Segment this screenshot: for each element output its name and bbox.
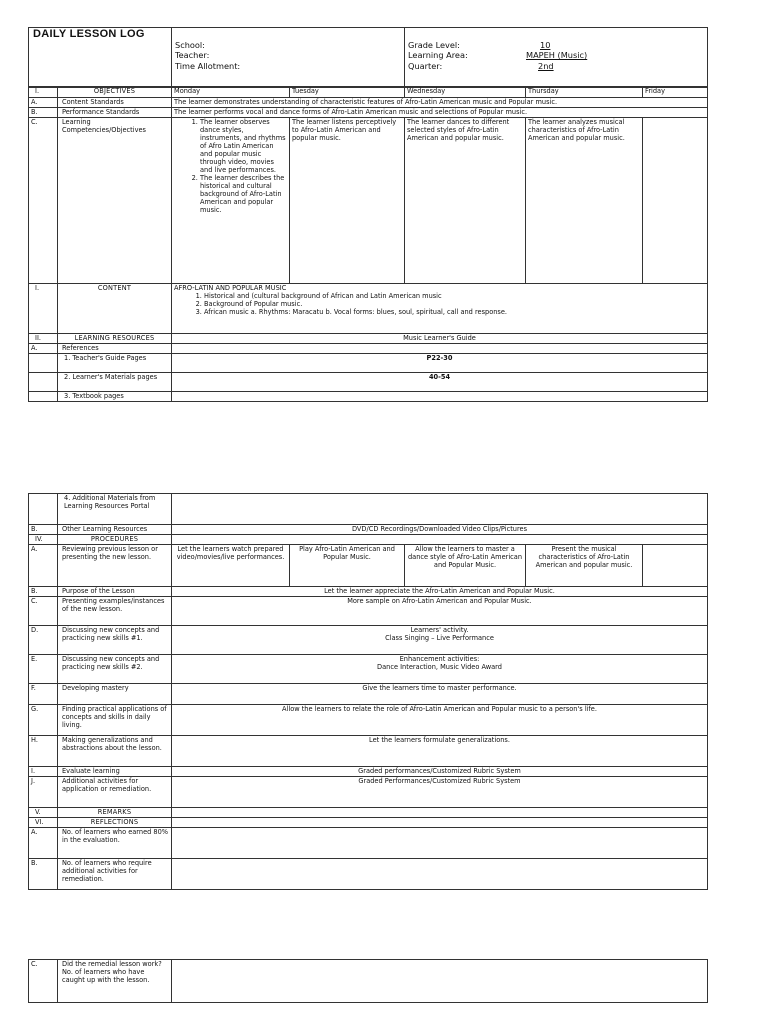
reflection-a-label: No. of learners who earned 80% in the evaluation. [58,828,172,859]
content-standards-value: The learner demonstrates understanding of characteristic features of Afro-Latin American music and Popular music. [172,98,708,108]
reflection-c-label: Did the remedial lesson work? No. of learners who have caught up with the lesson. [58,960,172,1003]
reflections-heading: REFLECTIONS [58,818,172,828]
day-wednesday: Wednesday [405,87,526,98]
procedures-num: IV. [29,535,58,545]
day-monday: Monday [172,87,290,98]
day-friday: Friday [643,87,708,98]
blank-cell [29,373,58,392]
textbook-label: 3. Textbook pages [58,392,172,402]
procedure-d-line2: Class Singing – Live Performance [385,634,494,643]
procedure-h-num: H. [29,736,58,767]
procedure-b-value: Let the learner appreciate the Afro-Latin American and Popular Music. [172,587,708,597]
procedure-j-label: Additional activities for application or remediation. [58,777,172,808]
procedure-b-num: B. [29,587,58,597]
procedure-d-line1: Learners' activity. [410,626,469,634]
content-standards-label: Content Standards [58,98,172,108]
quarter-label: Quarter: [408,60,443,71]
remarks-value [172,808,708,818]
other-resources-label: Other Learning Resources [58,525,172,535]
procedure-i-value: Graded performances/Customized Rubric System [172,767,708,777]
teachers-guide-label: 1. Teacher's Guide Pages [58,354,172,373]
content-standards-num: A. [29,98,58,108]
procedure-g-value: Allow the learners to relate the role of Afro-Latin American and Popular music to a person's life. [172,705,708,736]
resources-value: Music Learner's Guide [172,334,708,344]
procedure-a-wednesday: Allow the learners to master a dance style of Afro-Latin American and Popular Music. [405,545,526,587]
lesson-log-table-page3 [28,959,708,1003]
procedure-f-num: F. [29,684,58,705]
quarter-value: 2nd [538,60,554,71]
procedures-heading: PROCEDURES [58,535,172,545]
competencies-wednesday: The learner dances to different selected styles of Afro-Latin American and popular music. [405,118,526,284]
school-label: School: [175,40,205,50]
objectives-num: I. [29,87,58,98]
remarks-heading: REMARKS [58,808,172,818]
remarks-num: V. [29,808,58,818]
procedure-e-value [172,655,708,684]
procedure-h-value: Let the learners formulate generalizations. [172,736,708,767]
objectives-heading: OBJECTIVES [58,87,172,98]
document-title: DAILY LESSON LOG [29,28,172,88]
area-value: MAPEH (Music) [526,50,588,61]
procedure-a-num: A. [29,545,58,587]
resources-num: II. [29,334,58,344]
competencies-tuesday: The learner listens perceptively to Afro-Latin American and popular music. [290,118,405,284]
procedure-e-line2: Dance Interaction, Music Video Award [377,663,502,672]
references-num: A. [29,344,58,354]
reflection-a-value [172,828,708,859]
lesson-log-header-table [28,27,708,88]
day-thursday: Thursday [526,87,643,98]
content-item: 3. African music a. Rhythms: Maracatu b. Vocal forms: blues, soul, spiritual, call and response. [204,308,705,316]
reflection-c-num: C. [29,960,58,1003]
reflection-b-label: No. of learners who require additional activities for remediation. [58,859,172,890]
lesson-log-table-page2 [28,493,708,890]
grade-value: 10 [540,40,551,50]
class-info [405,28,708,88]
grade-label: Grade Level: [408,40,460,50]
procedure-f-label: Developing mastery [58,684,172,705]
procedure-j-value: Graded Performances/Customized Rubric System [172,777,708,808]
other-resources-num: B. [29,525,58,535]
references-value [172,344,708,354]
procedure-c-value: More sample on Afro-Latin American and Popular Music. [172,597,708,626]
procedure-d-num: D. [29,626,58,655]
blank-cell [29,354,58,373]
procedure-j-num: J. [29,777,58,808]
procedure-c-label: Presenting examples/instances of the new lesson. [58,597,172,626]
references-label: References [58,344,172,354]
competency-item: 1. The learner observes dance styles, instruments, and rhythms of Afro Latin American and popular music through video, movies and live performances. [200,118,287,174]
area-label: Learning Area: [408,50,468,61]
reflection-c-value [172,960,708,1003]
content-item: 1. Historical and (cultural background of African and Latin American music [204,292,705,300]
procedure-g-num: G. [29,705,58,736]
time-allotment-label: Time Allotment: [175,60,241,71]
reflection-b-value [172,859,708,890]
procedure-a-label: Reviewing previous lesson or presenting the new lesson. [58,545,172,587]
procedure-b-label: Purpose of the Lesson [58,587,172,597]
procedure-h-label: Making generalizations and abstractions about the lesson. [58,736,172,767]
procedure-e-label: Discussing new concepts and practicing new skills #2. [58,655,172,684]
competencies-num: C. [29,118,58,284]
blank-cell [29,494,58,525]
teacher-label: Teacher: [175,50,210,61]
content-num: I. [29,284,58,334]
learners-materials-label: 2. Learner's Materials pages [58,373,172,392]
competency-item: 2. The learner describes the historical and cultural background of Afro-Latin American and popular music. [200,174,287,214]
reflections-num: VI. [29,818,58,828]
procedure-i-label: Evaluate learning [58,767,172,777]
content-value [172,284,708,334]
procedure-a-friday [643,545,708,587]
content-heading: CONTENT [58,284,172,334]
procedure-f-value: Give the learners time to master performance. [172,684,708,705]
competencies-monday [172,118,290,284]
teachers-guide-value: P22-30 [172,354,708,373]
procedure-i-num: I. [29,767,58,777]
performance-standards-num: B. [29,108,58,118]
content-item: 2. Background of Popular music. [204,300,705,308]
additional-materials-value [172,494,708,525]
reflection-b-num: B. [29,859,58,890]
additional-materials-label: 4. Additional Materials from Learning Resources Portal [58,494,172,525]
learners-materials-value: 40-54 [172,373,708,392]
competencies-thursday: The learner analyzes musical characteristics of Afro-Latin American and popular music. [526,118,643,284]
procedures-value [172,535,708,545]
reflection-a-num: A. [29,828,58,859]
procedure-c-num: C. [29,597,58,626]
competencies-friday [643,118,708,284]
performance-standards-label: Performance Standards [58,108,172,118]
lesson-log-table-page1 [28,86,708,402]
procedure-a-thursday: Present the musical characteristics of Afro-Latin American and popular music. [526,545,643,587]
procedure-e-num: E. [29,655,58,684]
procedure-d-value [172,626,708,655]
procedure-d-label: Discussing new concepts and practicing new skills #1. [58,626,172,655]
procedure-a-monday: Let the learners watch prepared video/movies/live performances. [172,545,290,587]
procedure-a-tuesday: Play Afro-Latin American and Popular Music. [290,545,405,587]
textbook-value [172,392,708,402]
competencies-label: Learning Competencies/Objectives [58,118,172,284]
procedure-e-line1: Enhancement activities: [399,655,480,663]
procedure-g-label: Finding practical applications of concepts and skills in daily living. [58,705,172,736]
resources-heading: LEARNING RESOURCES [58,334,172,344]
reflections-value [172,818,708,828]
other-resources-value: DVD/CD Recordings/Downloaded Video Clips/Pictures [172,525,708,535]
blank-cell [29,392,58,402]
performance-standards-value: The learner performs vocal and dance forms of Afro-Latin American music and selections of Popular music. [172,108,708,118]
content-title: AFRO-LATIN AND POPULAR MUSIC [174,284,287,292]
day-tuesday: Tuesday [290,87,405,98]
school-info [172,28,405,88]
